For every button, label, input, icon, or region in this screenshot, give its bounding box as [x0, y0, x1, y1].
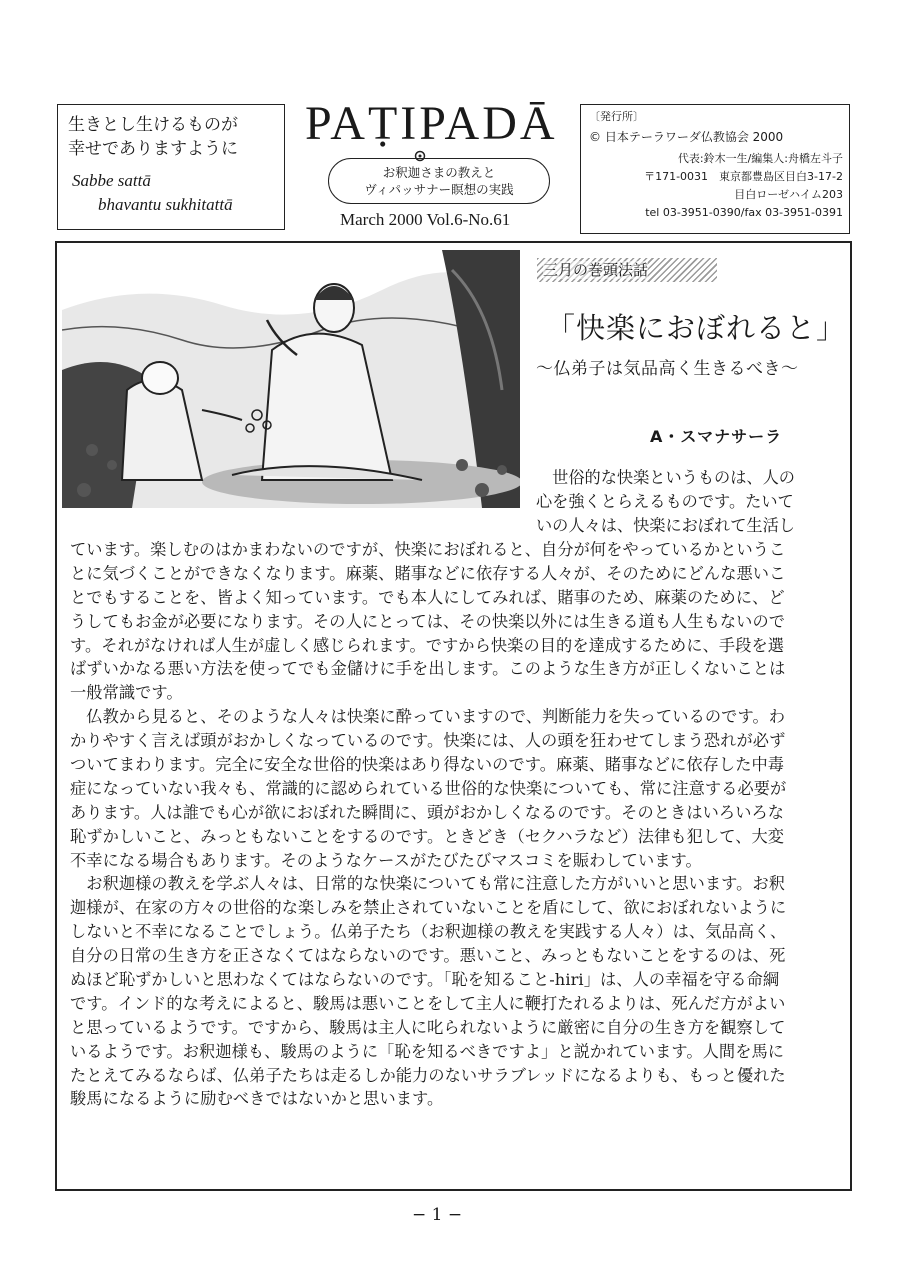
subtitle-box: [328, 158, 550, 204]
article-author: A・スマナサーラ: [650, 427, 783, 446]
text-line: 迦様が、在家の方々の世俗的な楽しみを禁止されていないことを盾にして、欲におぼれないように: [70, 898, 787, 918]
text-line: ばずいかなる悪い方法を使ってでも金儲けに手を出します。このような生き方が正しくないことは: [70, 659, 786, 679]
publisher-line: tel 03-3951-0390/fax 03-3951-0391: [645, 206, 843, 219]
text-line: しないと不幸になることでしょう。仏弟子たち（お釈迦様の教えを実践する人々）は、気品高く、: [70, 922, 787, 942]
publisher-box: [580, 104, 850, 234]
masthead-title: PAṬIPADĀ: [305, 97, 558, 150]
article-intro: [536, 466, 836, 538]
text-line: たとえてみるならば、仏弟子たちは走るしか能力のないサラブレッドになるよりも、もっと優れた: [70, 1065, 786, 1085]
publisher-line: 目白ローゼハイム203: [734, 188, 843, 201]
illustration-buddha-teaching: [62, 250, 520, 508]
motto-pali-line: Sabbe sattā: [72, 171, 151, 190]
publisher-label: 〔発行所〕: [589, 110, 644, 123]
motto-box: [57, 104, 285, 230]
text-line: ています。楽しむのはかまわないのですが、快楽におぼれると、自分が何をやっているかというこ: [70, 540, 786, 559]
publisher-org: © 日本テーラワーダ仏教協会 2000: [589, 130, 784, 144]
text-line: とでもすることを、皆よく知っています。でも本人にしてみれば、賭事のため、麻薬のために、ど: [70, 587, 785, 607]
section-tag: [537, 258, 717, 282]
text-line: お釈迦様の教えを学ぶ人々は、日常的な快楽についても常に注意した方がいいと思います。お釈: [70, 874, 786, 894]
text-line: かりやすく言えば頭がおかしくなっているのです。快楽には、人の頭を狂わせてしまう恐れが必ず: [70, 731, 786, 751]
text-line: うしてもお金が必要になります。その人にとっては、その快楽以外には生きる道も人生もないので: [70, 611, 786, 631]
text-line: 世俗的な快楽というものは、人の: [536, 468, 795, 487]
text-line: いの人々は、快楽におぼれて生活し: [536, 515, 795, 535]
page-number: − 1 −: [412, 1205, 463, 1225]
article-title: 「快楽におぼれると」: [546, 311, 847, 345]
text-line: 症になっていない我々も、常識的に認められている世俗的な快楽についても、常に注意する必要が: [70, 778, 787, 798]
publisher-line: 代表:鈴木一生/編集人:舟橋左斗子: [677, 152, 843, 165]
article-subtitle: 〜仏弟子は気品高く生きるべき〜: [536, 359, 799, 379]
subtitle-line: ヴィパッサナー瞑想の実践: [364, 182, 514, 197]
motto-pali-line: bhavantu sukhitattā: [98, 195, 233, 214]
text-line: です。インド的な考えによると、駿馬は悪いことをして主人に鞭打たれるよりは、死んだ方がよい: [70, 993, 786, 1013]
issue-line: March 2000 Vol.6-No.61: [340, 210, 511, 229]
text-line: す。それがなければ人生が虚しく感じられます。ですから快楽の目的を達成するために、手段を選: [70, 635, 785, 655]
text-line: 一般常識です。: [70, 683, 183, 703]
text-line: 仏教から見ると、そのような人々は快楽に酔っていますので、判断能力を失っているのです。わ: [70, 707, 786, 727]
text-line: ぬほど恥ずかしいと思わなくてはならないのです。「恥を知ること-hiri」は、人の幸福を守る命綱: [70, 970, 780, 990]
text-line: 恥ずかしいこと、みっともないことをするのです。ときどき（セクハラなど）法律も犯して、大変: [70, 826, 785, 846]
text-line: 不幸になる場合もあります。そのようなケースがたびたびマスコミを賑わしています。: [70, 850, 702, 870]
text-line: ついてまわります。完全に安全な世俗的快楽はあり得ないのです。麻薬、賭事などに依存した中毒: [70, 755, 785, 775]
text-line: とに気づくことができなくなります。麻薬、賭事などに依存する人々が、そのためにどんな悪いこ: [70, 563, 786, 583]
text-line: あります。人は誰でも心が欲におぼれた瞬間に、頭がおかしくなるのです。そのときはいろいろな: [70, 802, 785, 822]
text-line: 駿馬になるように励むべきではないかと思います。: [70, 1089, 444, 1109]
text-line: 自分の日常の生き方を正さなくてはならないのです。悪いこと、みっともないことをするのは、死: [70, 946, 786, 966]
publisher-line: 〒171-0031 東京都豊島区目白3-17-2: [644, 170, 843, 183]
subtitle-line: お釈迦さまの教えと: [382, 165, 496, 180]
text-line: と思っているようです。ですから、駿馬は主人に叱られないように厳密に自分の生き方を観察して: [70, 1017, 786, 1037]
text-line: いるようです。お釈迦様も、駿馬のように「恥を知るべきですよ」と説かれています。人間を馬に: [70, 1041, 785, 1061]
motto-line: 生きとし生けるものが: [68, 115, 238, 135]
article-body: [70, 538, 807, 1111]
text-line: 心を強くとらえるものです。たいて: [536, 491, 794, 511]
section-tag-label: 三月の巻頭法話: [543, 261, 649, 279]
motto-line: 幸せでありますように: [68, 139, 238, 159]
motto-japanese: [68, 113, 238, 161]
